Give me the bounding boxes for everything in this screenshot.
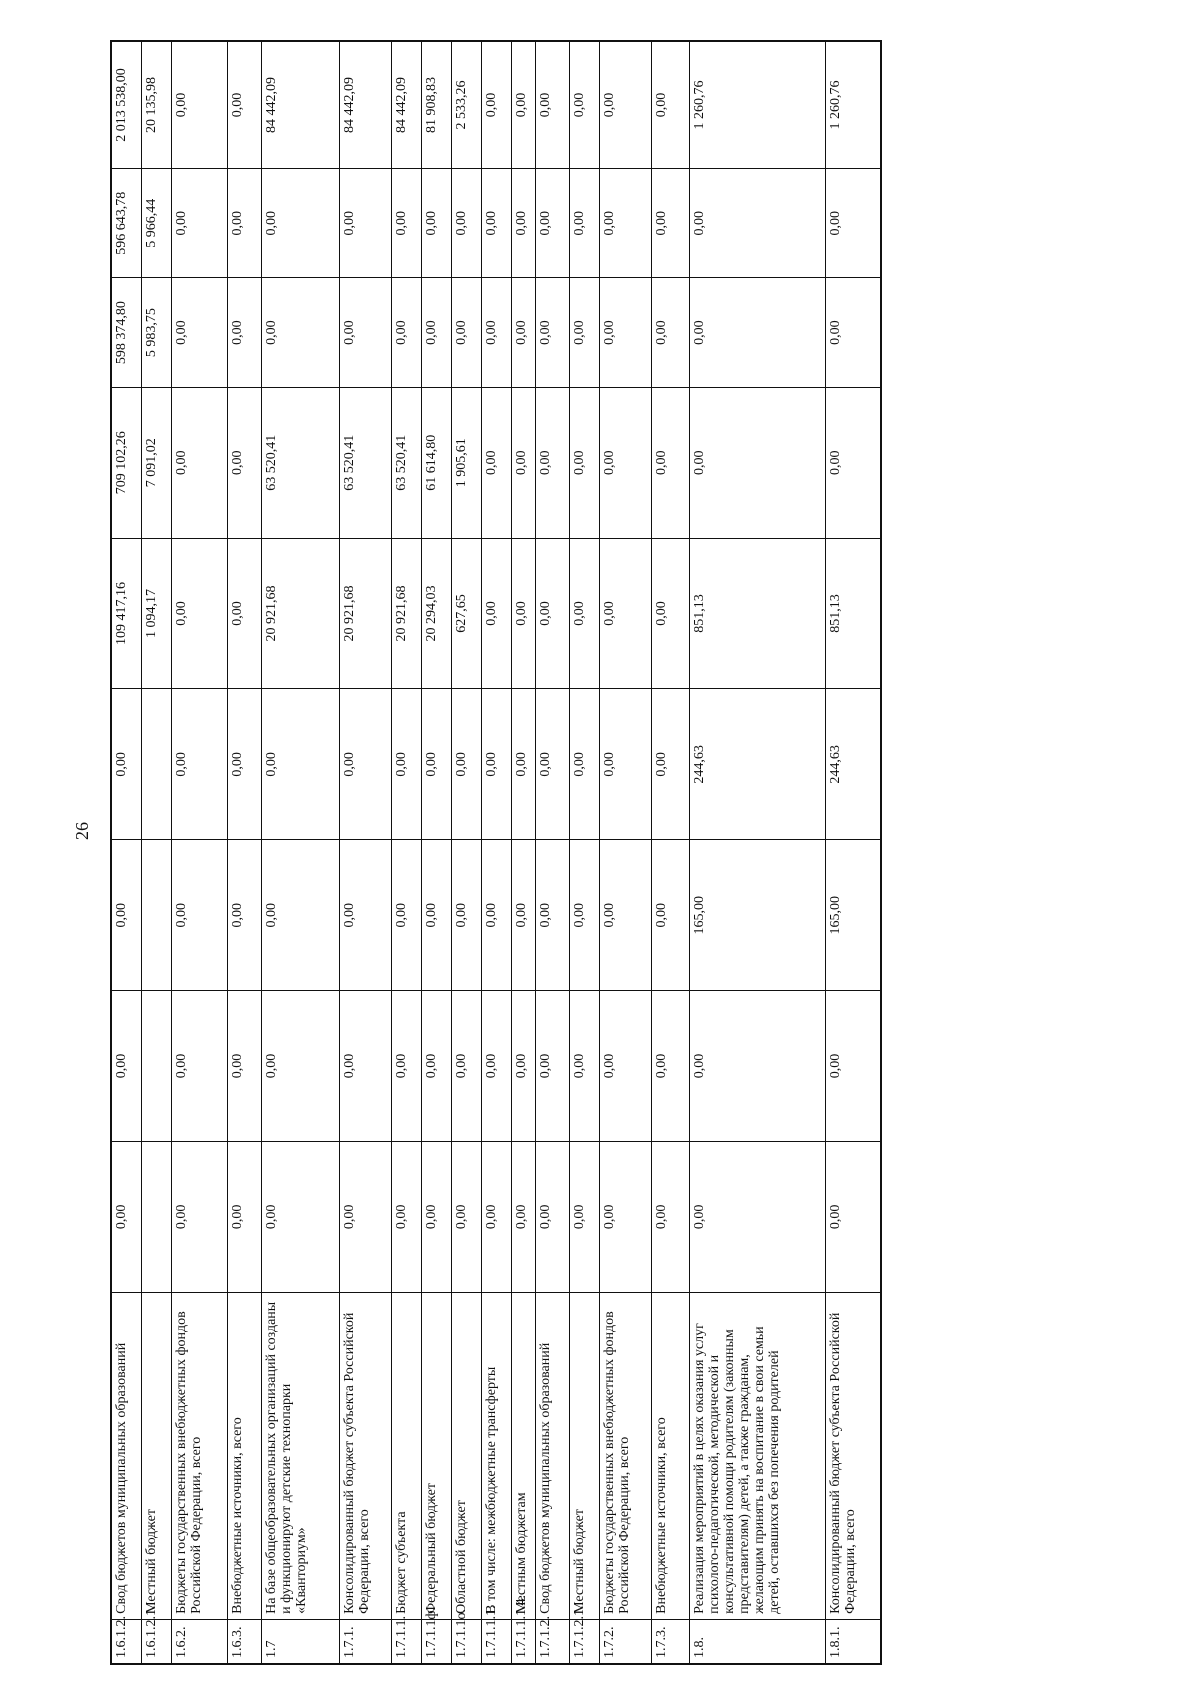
row-code: 1.8.1.	[825, 1619, 881, 1664]
row-code: 1.7.1.2.	[535, 1619, 569, 1664]
row-value: 0,00	[227, 169, 261, 278]
row-value: 0,00	[511, 1141, 535, 1292]
row-value: 2 533,26	[451, 41, 481, 169]
row-value: 0,00	[599, 991, 651, 1142]
row-value: 0,00	[651, 991, 689, 1142]
row-value: 2 013 538,00	[111, 41, 141, 169]
row-name: Бюджеты государственных внебюджетных фондов Российской Федерации, всего	[599, 1292, 651, 1619]
row-value: 0,00	[651, 387, 689, 538]
row-value: 0,00	[511, 689, 535, 840]
row-code: 1.7.1.	[339, 1619, 391, 1664]
row-value: 0,00	[481, 840, 511, 991]
row-value: 709 102,26	[111, 387, 141, 538]
row-value: 0,00	[391, 991, 421, 1142]
row-value: 7 091,02	[141, 387, 171, 538]
row-value: 0,00	[171, 278, 227, 387]
row-value: 0,00	[651, 689, 689, 840]
row-name: Бюджет субъекта	[391, 1292, 421, 1619]
row-value: 0,00	[599, 538, 651, 689]
table-row	[511, 41, 535, 1664]
row-value: 20 294,03	[421, 538, 451, 689]
row-code: 1.8.	[689, 1619, 825, 1664]
row-value: 0,00	[599, 169, 651, 278]
row-value: 0,00	[421, 840, 451, 991]
row-value: 0,00	[227, 840, 261, 991]
row-value: 1 260,76	[825, 41, 881, 169]
row-value: 0,00	[421, 689, 451, 840]
row-value: 84 442,09	[391, 41, 421, 169]
table-row	[481, 41, 511, 1664]
row-value: 0,00	[535, 41, 569, 169]
row-value: 84 442,09	[339, 41, 391, 169]
row-value: 0,00	[451, 169, 481, 278]
row-value: 0,00	[569, 41, 599, 169]
row-value: 0,00	[451, 689, 481, 840]
row-value: 0,00	[227, 991, 261, 1142]
row-value: 0,00	[535, 689, 569, 840]
table-row	[111, 41, 141, 1664]
row-name: Областной бюджет	[451, 1292, 481, 1619]
row-value: 0,00	[339, 840, 391, 991]
row-name: В том числе: межбюджетные трансферты	[481, 1292, 511, 1619]
row-value: 0,00	[339, 1141, 391, 1292]
row-value: 0,00	[569, 387, 599, 538]
row-value: 0,00	[171, 991, 227, 1142]
row-value: 596 643,78	[111, 169, 141, 278]
row-value: 0,00	[511, 387, 535, 538]
row-value: 0,00	[451, 278, 481, 387]
row-value: 0,00	[339, 278, 391, 387]
table-row	[599, 41, 651, 1664]
row-value: 5 966,44	[141, 169, 171, 278]
row-value: 0,00	[569, 169, 599, 278]
row-name: Свод бюджетов муниципальных образований	[111, 1292, 141, 1619]
row-value: 0,00	[569, 538, 599, 689]
row-name: Местный бюджет	[141, 1292, 171, 1619]
row-value: 0,00	[825, 1141, 881, 1292]
row-value: 0,00	[599, 689, 651, 840]
row-value: 0,00	[535, 991, 569, 1142]
row-value: 0,00	[171, 169, 227, 278]
row-value: 0,00	[535, 840, 569, 991]
row-name: Федеральный бюджет	[421, 1292, 451, 1619]
row-code: 1.7.1.1.	[391, 1619, 421, 1664]
row-value: 63 520,41	[339, 387, 391, 538]
row-value: 0,00	[227, 41, 261, 169]
table-row	[451, 41, 481, 1664]
row-value: 5 983,75	[141, 278, 171, 387]
row-value: 0,00	[111, 1141, 141, 1292]
row-value: 20 921,68	[391, 538, 421, 689]
row-code: 1.7	[261, 1619, 339, 1664]
row-value: 0,00	[171, 41, 227, 169]
row-value: 20 921,68	[339, 538, 391, 689]
table-row	[569, 41, 599, 1664]
row-value	[141, 1141, 171, 1292]
row-value: 0,00	[261, 689, 339, 840]
row-name: Бюджеты государственных внебюджетных фондов Российской Федерации, всего	[171, 1292, 227, 1619]
row-value: 244,63	[825, 689, 881, 840]
table-row	[825, 41, 881, 1664]
row-value: 0,00	[511, 991, 535, 1142]
row-value: 0,00	[421, 1141, 451, 1292]
row-value: 0,00	[511, 538, 535, 689]
row-value: 0,00	[339, 689, 391, 840]
table-row	[261, 41, 339, 1664]
row-value: 0,00	[569, 991, 599, 1142]
row-value: 0,00	[825, 387, 881, 538]
row-value: 165,00	[825, 840, 881, 991]
row-value: 0,00	[261, 840, 339, 991]
row-value: 0,00	[171, 387, 227, 538]
row-name: На базе общеобразовательных организаций созданы и функционируют детские технопарки «Кванториум»	[261, 1292, 339, 1619]
row-value: 244,63	[689, 689, 825, 840]
row-name: Местный бюджет	[569, 1292, 599, 1619]
table-row	[171, 41, 227, 1664]
row-name: Внебюджетные источники, всего	[227, 1292, 261, 1619]
row-code: 1.7.2.	[599, 1619, 651, 1664]
row-value: 0,00	[111, 840, 141, 991]
row-value: 0,00	[171, 1141, 227, 1292]
row-value: 0,00	[111, 689, 141, 840]
row-value: 0,00	[227, 689, 261, 840]
row-value: 1 905,61	[451, 387, 481, 538]
row-value: 0,00	[651, 169, 689, 278]
row-value: 0,00	[421, 991, 451, 1142]
row-value: 0,00	[261, 1141, 339, 1292]
row-value: 0,00	[599, 1141, 651, 1292]
row-value: 0,00	[689, 278, 825, 387]
row-value: 627,65	[451, 538, 481, 689]
row-value: 0,00	[535, 1141, 569, 1292]
table-body	[111, 41, 881, 1664]
row-value: 0,00	[599, 387, 651, 538]
row-value: 0,00	[261, 169, 339, 278]
row-value: 0,00	[535, 538, 569, 689]
row-value: 0,00	[227, 1141, 261, 1292]
row-value: 0,00	[535, 278, 569, 387]
row-value: 1 260,76	[689, 41, 825, 169]
row-value: 0,00	[599, 278, 651, 387]
row-value: 0,00	[689, 169, 825, 278]
row-name: Свод бюджетов муниципальных образований	[535, 1292, 569, 1619]
row-value: 0,00	[227, 278, 261, 387]
row-value: 0,00	[569, 689, 599, 840]
row-value: 0,00	[825, 991, 881, 1142]
table-row	[421, 41, 451, 1664]
row-name: Внебюджетные источники, всего	[651, 1292, 689, 1619]
row-value: 0,00	[391, 278, 421, 387]
row-value: 0,00	[511, 278, 535, 387]
row-value: 0,00	[227, 387, 261, 538]
row-code: 1.7.1.1.1.4.	[511, 1619, 535, 1664]
row-code: 1.6.1.2.	[111, 1619, 141, 1664]
row-value: 0,00	[421, 169, 451, 278]
row-value: 0,00	[651, 278, 689, 387]
row-code: 1.7.1.2.1.	[569, 1619, 599, 1664]
row-value: 0,00	[481, 278, 511, 387]
row-value: 0,00	[391, 840, 421, 991]
row-value: 0,00	[171, 689, 227, 840]
row-value: 0,00	[261, 278, 339, 387]
row-value: 0,00	[511, 41, 535, 169]
row-value: 0,00	[511, 169, 535, 278]
row-value: 109 417,16	[111, 538, 141, 689]
row-value: 0,00	[421, 278, 451, 387]
row-value: 0,00	[689, 1141, 825, 1292]
row-value: 0,00	[651, 840, 689, 991]
row-name: Консолидированный бюджет субъекта Российской Федерации, всего	[339, 1292, 391, 1619]
row-value: 0,00	[391, 1141, 421, 1292]
row-value: 0,00	[651, 538, 689, 689]
table-row	[535, 41, 569, 1664]
row-code: 1.6.1.2.1.	[141, 1619, 171, 1664]
row-value	[141, 689, 171, 840]
row-value	[141, 840, 171, 991]
row-value: 0,00	[481, 41, 511, 169]
row-value: 0,00	[535, 169, 569, 278]
budget-table	[110, 40, 882, 1665]
row-code: 1.7.1.1ф.	[421, 1619, 451, 1664]
row-value: 20 135,98	[141, 41, 171, 169]
table-row	[651, 41, 689, 1664]
row-value: 0,00	[261, 991, 339, 1142]
table-row	[391, 41, 421, 1664]
row-value: 0,00	[651, 1141, 689, 1292]
row-value: 0,00	[227, 538, 261, 689]
row-value: 20 921,68	[261, 538, 339, 689]
row-value: 1 094,17	[141, 538, 171, 689]
row-code: 1.7.1.1.1.	[481, 1619, 511, 1664]
row-value: 0,00	[599, 41, 651, 169]
table-row	[689, 41, 825, 1664]
row-name: Реализация мероприятий в целях оказания услуг психолого-педагогической, методической и консультативной помощи родителям (законным представителям) детей, а также гражданам, желающим принять на воспитание в свои семьи детей, оставшихся без попечения родителей	[689, 1292, 825, 1619]
row-value: 0,00	[481, 169, 511, 278]
row-value: 0,00	[391, 689, 421, 840]
row-value: 63 520,41	[261, 387, 339, 538]
row-value: 0,00	[481, 689, 511, 840]
row-value: 0,00	[339, 991, 391, 1142]
row-value: 0,00	[599, 840, 651, 991]
row-value: 0,00	[569, 1141, 599, 1292]
row-value: 84 442,09	[261, 41, 339, 169]
row-code: 1.7.1.1о.	[451, 1619, 481, 1664]
row-code: 1.6.2.	[171, 1619, 227, 1664]
row-value: 0,00	[689, 387, 825, 538]
row-value: 0,00	[689, 991, 825, 1142]
row-value: 0,00	[451, 1141, 481, 1292]
row-name: Местным бюджетам	[511, 1292, 535, 1619]
row-value: 0,00	[511, 840, 535, 991]
table-row	[227, 41, 261, 1664]
row-value: 0,00	[569, 278, 599, 387]
table-row	[339, 41, 391, 1664]
row-value: 851,13	[825, 538, 881, 689]
row-value: 0,00	[825, 169, 881, 278]
row-value: 0,00	[535, 387, 569, 538]
row-value: 0,00	[171, 538, 227, 689]
row-value: 0,00	[651, 41, 689, 169]
table-row	[141, 41, 171, 1664]
row-value: 61 614,80	[421, 387, 451, 538]
row-name: Консолидированный бюджет субъекта Российской Федерации, всего	[825, 1292, 881, 1619]
row-value: 0,00	[171, 840, 227, 991]
page-number: 26	[72, 822, 92, 840]
row-value: 0,00	[569, 840, 599, 991]
row-value	[141, 991, 171, 1142]
row-value: 851,13	[689, 538, 825, 689]
row-value: 0,00	[339, 169, 391, 278]
row-value: 0,00	[451, 840, 481, 991]
row-value: 0,00	[481, 538, 511, 689]
row-value: 0,00	[825, 278, 881, 387]
row-value: 0,00	[481, 1141, 511, 1292]
budget-table-container	[110, 40, 1110, 1665]
row-value: 598 374,80	[111, 278, 141, 387]
row-code: 1.7.3.	[651, 1619, 689, 1664]
row-code: 1.6.3.	[227, 1619, 261, 1664]
row-value: 0,00	[481, 387, 511, 538]
row-value: 0,00	[451, 991, 481, 1142]
row-value: 0,00	[111, 991, 141, 1142]
row-value: 165,00	[689, 840, 825, 991]
row-value: 81 908,83	[421, 41, 451, 169]
row-value: 0,00	[391, 169, 421, 278]
row-value: 0,00	[481, 991, 511, 1142]
row-value: 63 520,41	[391, 387, 421, 538]
